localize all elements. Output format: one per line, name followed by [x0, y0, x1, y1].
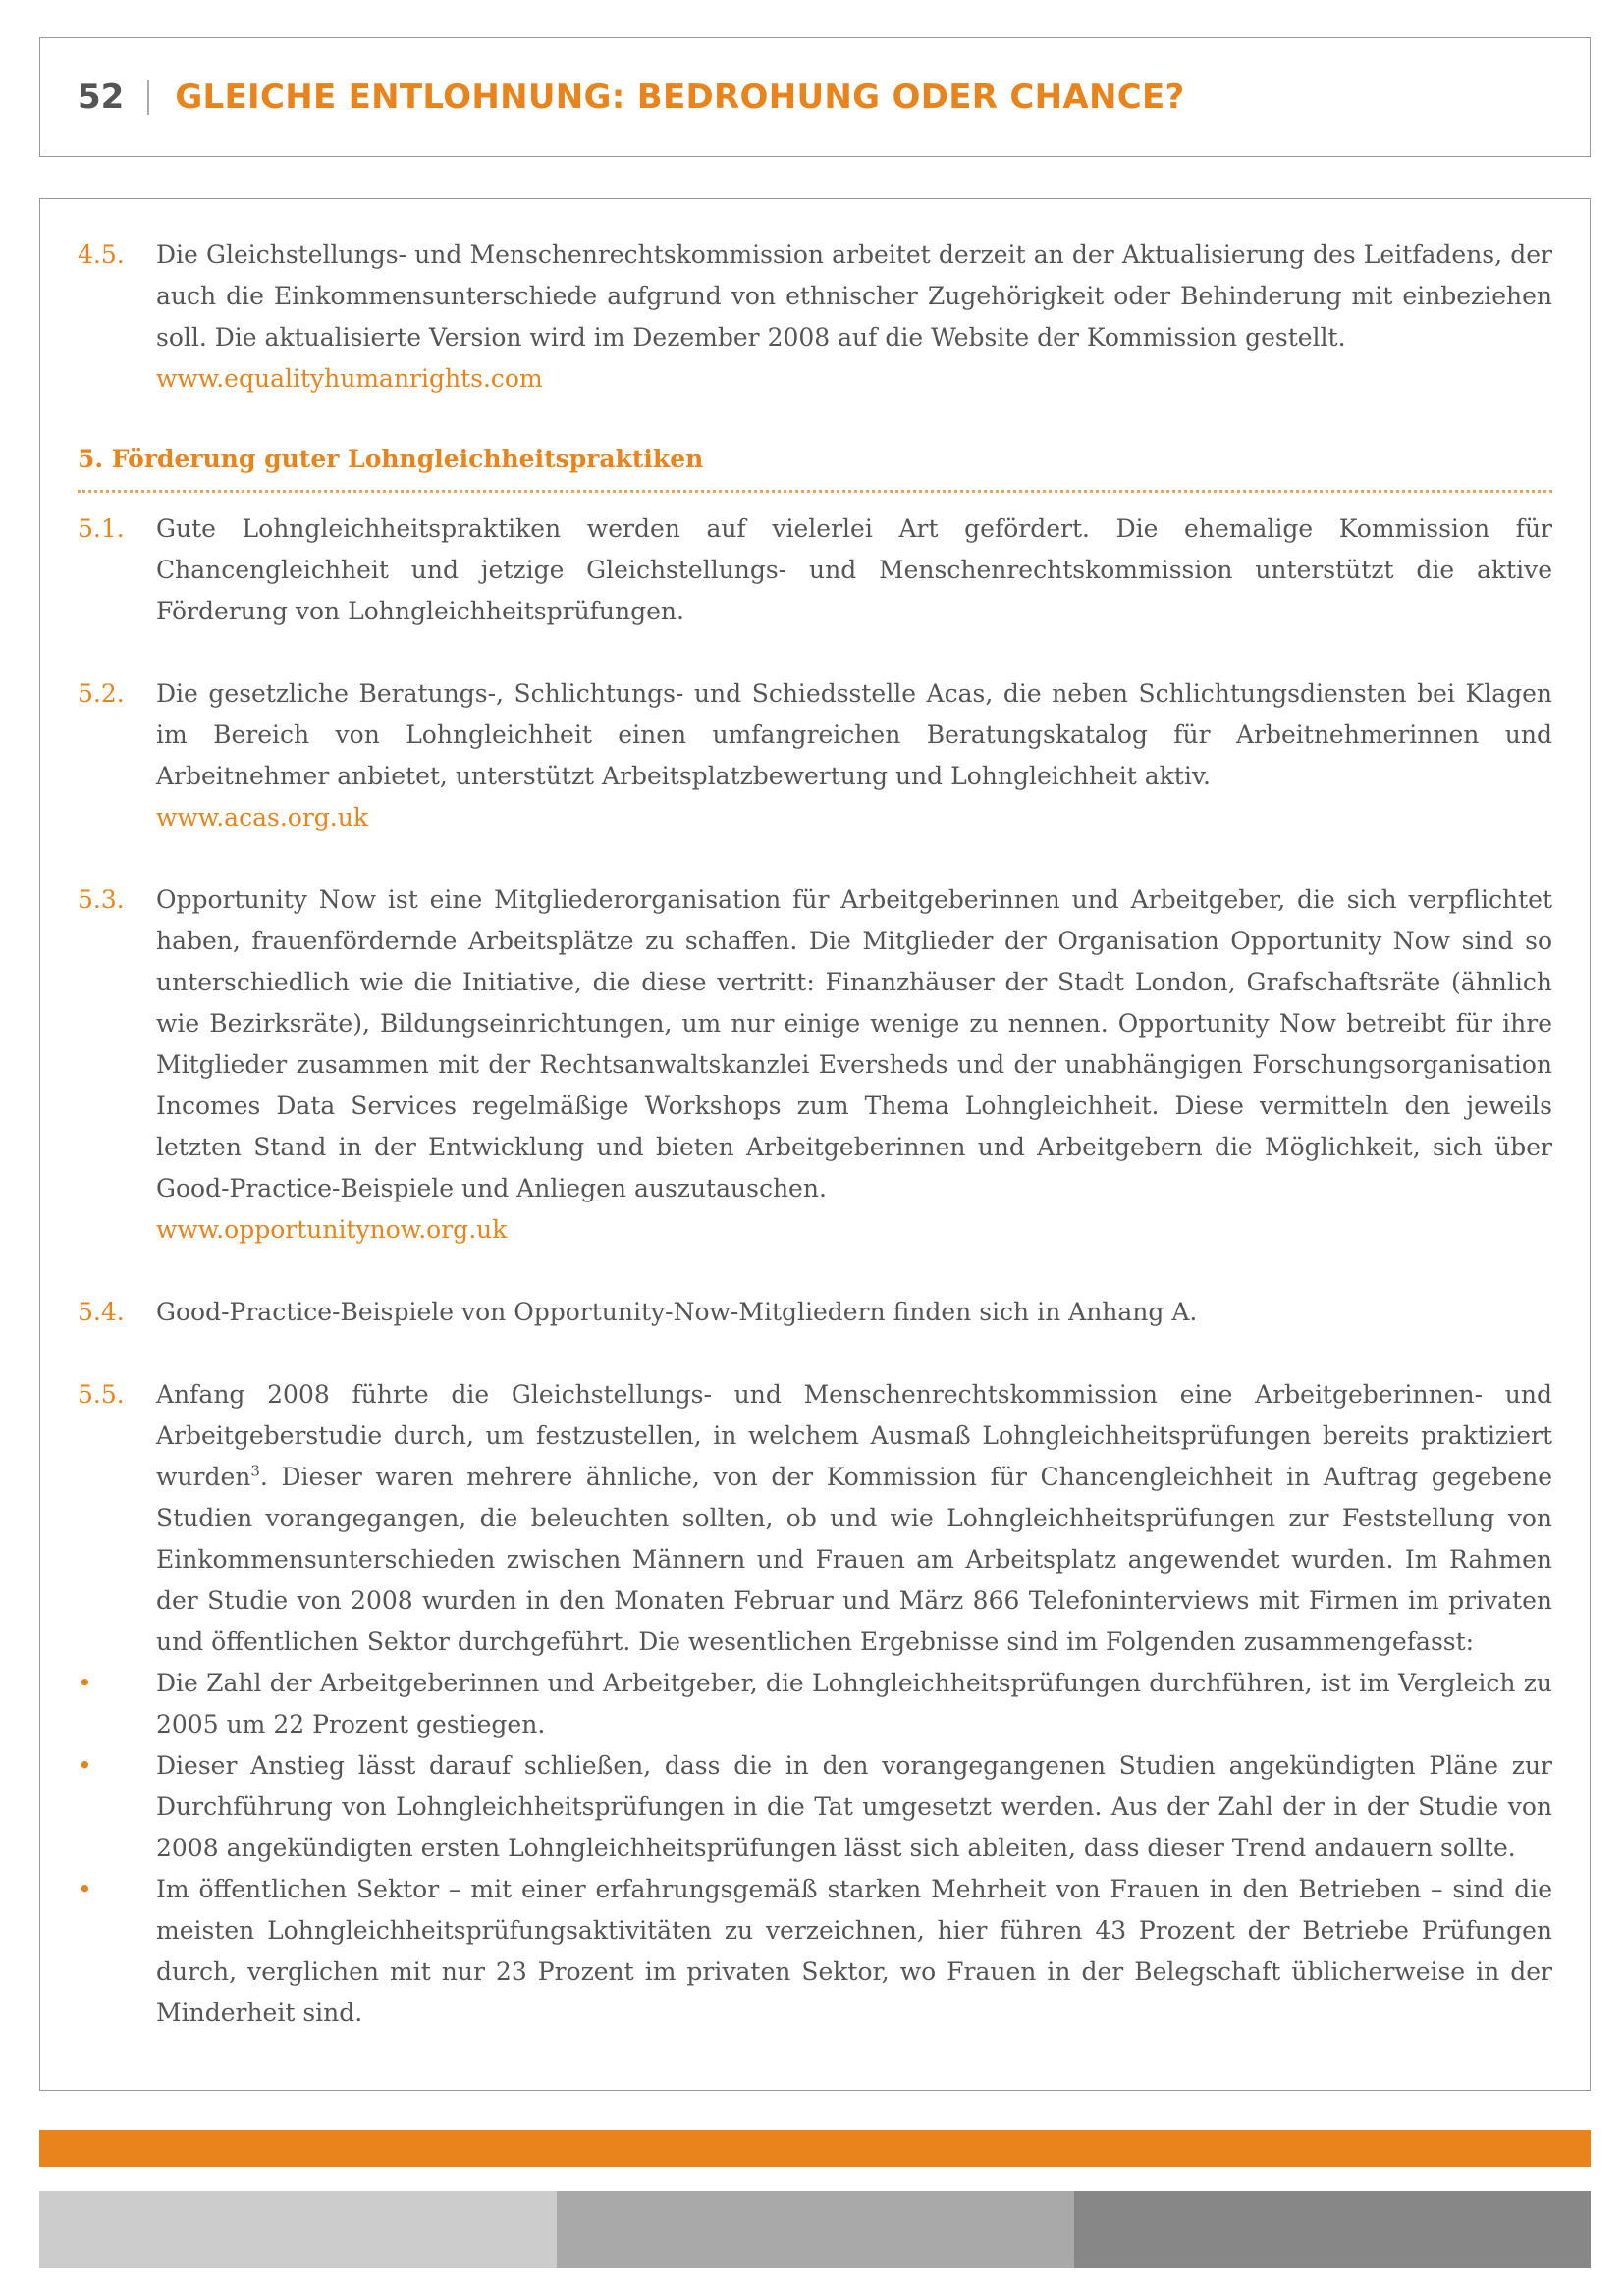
paragraph-number: 5.1.	[78, 514, 125, 543]
paragraph-body: Opportunity Now ist eine Mitgliederorganisation für Arbeitgeberinnen und Arbeitgeber, die sich verpflichtet haben, frauenfördernde Arbeitsplätze zu schaffen. Die Mitglieder der Organisation Opportunity Now sind so unterschiedlich wie die Initiative, die diese vertritt: Finanzhäuser der Stadt London, Grafschaftsräte (ähnlich wie Bezirksräte), Bildungseinrichtungen, um nur einige wenige zu nennen. Opportunity Now betreibt für ihre Mitglieder zusammen mit der Rechtsanwaltskanzlei Eversheds und der unabhängigen Forschungsorganisation Incomes Data Services regelmäßige Workshops zum Thema Lohngleichheit. Diese vermitteln den jeweils letzten Stand in der Entwicklung und bieten Arbeitgeberinnen und Arbeitgebern die Möglichkeit, sich über Good-Practice-Beispiele und Anliegen auszutauschen.	[156, 885, 1552, 1202]
paragraph-4-5	[78, 235, 1552, 400]
bullet-text: Im öffentlichen Sektor – mit einer erfahrungsgemäß starken Mehrheit von Frauen in den Betrieben – sind die meisten Lohngleichheitsprüfungsaktivitäten zu verzeichnen, hier führen 43 Prozent der Betriebe Prüfungen durch, verglichen mit nur 23 Prozent im privaten Sektor, wo Frauen in der Belegschaft üblicherweise in der Minderheit sind.	[156, 1875, 1552, 2027]
paragraph-number: 5.3.	[78, 885, 125, 914]
footer-grey-bar-light	[39, 2191, 557, 2268]
header-separator	[147, 80, 149, 115]
bullet-text: Die Zahl der Arbeitgeberinnen und Arbeitgeber, die Lohngleichheitsprüfungen durchführen, ist im Vergleich zu 2005 um 22 Prozent gestiegen.	[156, 1669, 1552, 1738]
paragraph-number: 5.4.	[78, 1298, 125, 1326]
paragraph-5-5	[78, 1374, 1552, 1663]
bullet-item	[78, 1745, 1552, 1869]
footer-grey-bar-dark	[1074, 2191, 1591, 2268]
section-heading-5: 5. Förderung guter Lohngleichheitspraktiken	[78, 439, 1552, 493]
paragraph-5-3	[78, 880, 1552, 1251]
paragraph-text	[156, 235, 1552, 400]
content-frame	[39, 198, 1591, 2091]
paragraph-text: Good-Practice-Beispiele von Opportunity-Now-Mitgliedern finden sich in Anhang A.	[156, 1298, 1198, 1326]
bullet-icon: •	[78, 1669, 92, 1697]
link-equalityhumanrights[interactable]: www.equalityhumanrights.com	[156, 364, 543, 393]
bullet-text: Dieser Anstieg lässt darauf schließen, dass die in den vorangegangenen Studien angekündigten Pläne zur Durchführung von Lohngleichheitsprüfungen in die Tat umgesetzt werden. Aus der Zahl der in der Studie von 2008 angekündigten ersten Lohngleichheitsprüfungen lässt sich ableiten, dass dieser Trend andauern sollte.	[156, 1751, 1552, 1862]
bullet-item	[78, 1663, 1552, 1745]
paragraph-text	[156, 673, 1552, 838]
page-title: GLEICHE ENTLOHNUNG: BEDROHUNG ODER CHANCE?	[175, 78, 1185, 117]
bullet-icon: •	[78, 1751, 92, 1780]
paragraph-number: 4.5.	[78, 240, 125, 269]
paragraph-5-2	[78, 673, 1552, 838]
paragraph-5-4	[78, 1292, 1552, 1333]
footnote-marker[interactable]: 3	[250, 1462, 260, 1480]
bullet-list	[78, 1663, 1552, 2034]
page-header	[39, 37, 1591, 157]
bullet-item	[78, 1869, 1552, 2034]
paragraph-text: Gute Lohngleichheitspraktiken werden auf vielerlei Art gefördert. Die ehemalige Kommission für Chancengleichheit und jetzige Gleichstellungs- und Menschenrechtskommission unterstützt die aktive Förderung von Lohngleichheitsprüfungen.	[156, 514, 1552, 625]
paragraph-number: 5.2.	[78, 679, 125, 708]
paragraph-text	[156, 880, 1552, 1251]
footer-accent-bar	[39, 2130, 1591, 2167]
paragraph-number: 5.5.	[78, 1380, 125, 1409]
footer-grey-bar-mid	[557, 2191, 1074, 2268]
page-number: 52	[78, 78, 125, 117]
link-acas[interactable]: www.acas.org.uk	[156, 803, 368, 831]
paragraph-5-1	[78, 508, 1552, 632]
paragraph-body: Anfang 2008 führte die Gleichstellungs- und Menschenrechtskommission eine Arbeitgeberinnen- und Arbeitgeberstudie durch, um festzustellen, in welchem Ausmaß Lohngleichheitsprüfungen bereits praktiziert wurden	[156, 1380, 1552, 1491]
link-opportunitynow[interactable]: www.opportunitynow.org.uk	[156, 1215, 508, 1244]
paragraph-body: Die Gleichstellungs- und Menschenrechtskommission arbeitet derzeit an der Aktualisierung des Leitfadens, der auch die Einkommensunterschiede aufgrund von ethnischer Zugehörigkeit oder Behinderung mit einbeziehen soll. Die aktualisierte Version wird im Dezember 2008 auf die Website der Kommission gestellt.	[156, 240, 1552, 351]
bullet-icon: •	[78, 1875, 92, 1903]
paragraph-body: Die gesetzliche Beratungs-, Schlichtungs- und Schiedsstelle Acas, die neben Schlichtungsdiensten bei Klagen im Bereich von Lohngleichheit einen umfangreichen Beratungskatalog für Arbeitnehmerinnen und Arbeitnehmer anbietet, unterstützt Arbeitsplatzbewertung und Lohngleichheit aktiv.	[156, 679, 1552, 790]
paragraph-text	[156, 1374, 1552, 1663]
paragraph-body-cont: . Dieser waren mehrere ähnliche, von der Kommission für Chancengleichheit in Auftrag gegebene Studien vorangegangen, die beleuchten sollten, ob und wie Lohngleichheitsprüfungen zur Feststellung von Einkommensunterschieden zwischen Männern und Frauen am Arbeitsplatz angewendet wurden. Im Rahmen der Studie von 2008 wurden in den Monaten Februar und März 866 Telefoninterviews mit Firmen im privaten und öffentlichen Sektor durchgeführt. Die wesentlichen Ergebnisse sind im Folgenden zusammengefasst:	[156, 1463, 1552, 1656]
